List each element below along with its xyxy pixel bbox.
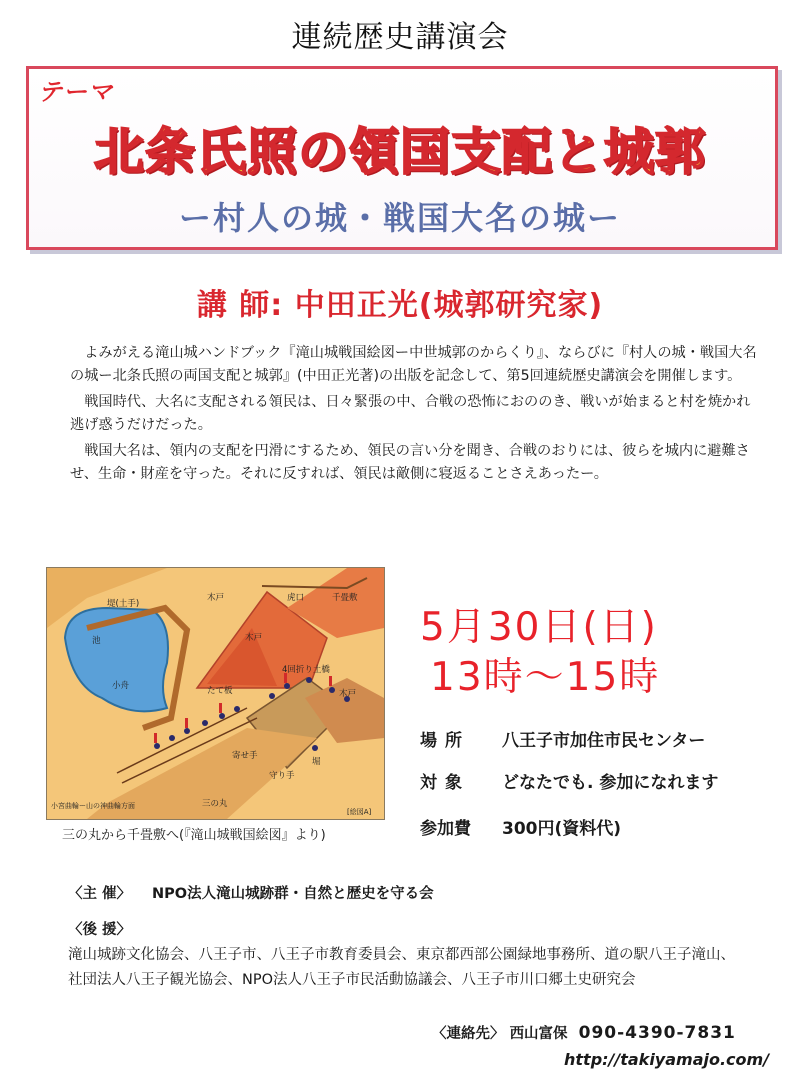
- venue-row: [420, 726, 705, 751]
- label-defenders: 守り手: [269, 771, 295, 781]
- illustration-caption: 三の丸から千畳敷へ(『滝山城戦国絵図』より): [62, 828, 326, 843]
- label-attackers: 寄せ手: [232, 751, 258, 761]
- castle-illustration: [46, 567, 385, 820]
- label-senjojiki: 千畳敷: [332, 593, 358, 603]
- label-kido-2: 木戸: [245, 633, 263, 643]
- support-row: [68, 918, 800, 993]
- label-boat: 小舟: [112, 681, 130, 691]
- fee-value: 300円(資料代): [502, 819, 622, 839]
- intro-text: [70, 342, 760, 489]
- label-moat: 堀: [312, 757, 321, 767]
- intro-paragraph: 戦国時代、大名に支配される領民は、日々緊張の中、合戦の恐怖におののき、戦いが始まると村を焼かれ逃げ惑うだけだった。: [70, 394, 751, 433]
- support-value: 滝山城跡文化協会、八王子市、八王子市教育委員会、東京都西部公園緑地事務所、道の駅八王子滝山、社団法人八王子観光協会、NPO法人八王子市民活動協議会、八王子市川口郷土史研究会: [68, 947, 735, 988]
- label-koguchi: 虎口: [287, 593, 305, 603]
- label-dam: 堤(土手): [107, 599, 140, 609]
- target-row: [420, 768, 718, 793]
- label-figure: [絵図A]: [347, 808, 372, 816]
- theme-label: テーマ: [38, 78, 113, 106]
- label-kido-1: 木戸: [207, 593, 225, 603]
- fee-label: 参加費: [420, 819, 471, 839]
- lecturer: 講 師: 中田正光(城郭研究家): [196, 288, 604, 323]
- label-pond: 池: [92, 636, 101, 646]
- label-bridge: 4回折り土橋: [282, 665, 330, 675]
- contact-label: 〈連絡先〉: [432, 1026, 505, 1042]
- host-value: NPO法人滝山城跡群・自然と歴史を守る会: [152, 886, 434, 902]
- label-shield: たて板: [207, 686, 233, 696]
- event-time: 13時〜15時: [430, 655, 661, 700]
- contact: [432, 1022, 736, 1043]
- contact-phone: 090-4390-7831: [578, 1023, 736, 1043]
- target-value: どなたでも. 参加になれます: [502, 773, 719, 793]
- intro-paragraph: 戦国大名は、領内の支配を円滑にするため、領民の言い分を聞き、合戦のおりには、彼らを城内に避難させ、生命・財産を守った。それに反すれば、領民は敵側に寝返ることさえあったー。: [70, 443, 750, 482]
- event-date: 5月30日(日): [420, 605, 658, 650]
- target-label: 対象: [420, 773, 470, 793]
- host-label: 〈主 催〉: [68, 886, 132, 902]
- support-label: 〈後 援〉: [68, 922, 132, 938]
- venue-label: 場所: [420, 731, 470, 751]
- castle-scene: [47, 568, 384, 819]
- subtitle: ー村人の城・戦国大名の城ー: [178, 199, 621, 237]
- venue-value: 八王子市加住市民センター: [502, 731, 706, 751]
- label-kido-3: 木戸: [339, 689, 357, 699]
- host-row: [68, 882, 434, 903]
- main-title: 北条氏照の領国支配と城郭: [94, 122, 706, 181]
- series-title: 連続歴史講演会: [291, 20, 509, 55]
- intro-paragraph: よみがえる滝山城ハンドブック『滝山城戦国絵図ー中世城郭のからくり』、ならびに『村人の城・戦国大名の城ー北条氏照の両国支配と城郭』(中田正光著)の出版を記念して、第5回連続歴史講演会を開催します。: [70, 345, 757, 384]
- label-left-note: 小宮曲輪ー山の神曲輪方面: [51, 802, 135, 810]
- contact-name: 西山富保: [509, 1026, 568, 1042]
- fee-row: [420, 814, 621, 839]
- website-link[interactable]: http://takiyamajo.com/: [564, 1050, 770, 1069]
- label-sannomaru: 三の丸: [202, 799, 228, 809]
